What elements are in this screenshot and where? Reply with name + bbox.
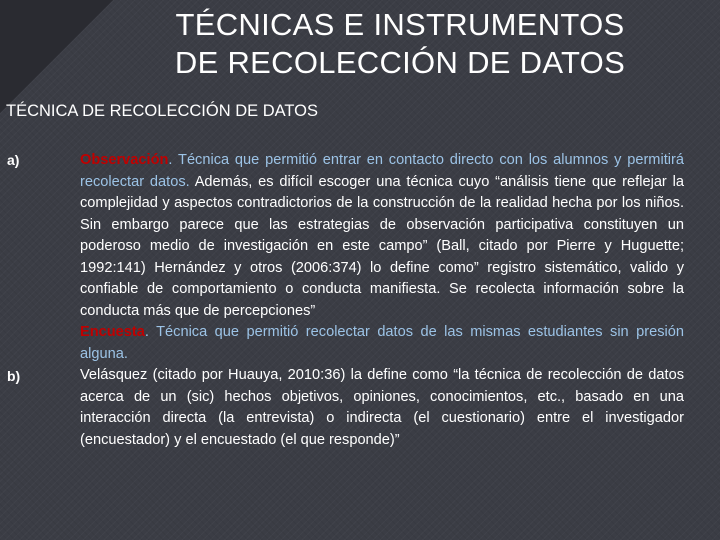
term-encuesta-suffix: . — [144, 324, 157, 340]
term-encuesta: Encuesta — [80, 324, 145, 340]
item-observacion — [80, 150, 684, 322]
term-observacion-suffix: . — [168, 152, 179, 168]
observacion-text: Además, es difícil escoger una técnica cuyo “análisis tiene que reflejar la complejidad y aspectos contradictorios de la construcción de la realidad hecha por los niños. Sin embargo parece que las estrategias de observación participativa constituyen un poderoso medio de investigación en este campo” (Ball, citado por Pierre y Huguette; 1992:141) Hernández y otros (2006:374) lo define como” registro sistemático, valido y confiable de comportamiento o conducta manifiesta. Se recolecta información sobre la conducta más que de percepciones” — [80, 173, 684, 319]
encuesta-lead: Técnica que permitió recolectar datos de las mismas estudiantes sin presión alguna. — [80, 324, 684, 362]
slide-subtitle: TÉCNICA DE RECOLECCIÓN DE DATOS — [6, 102, 319, 120]
encuesta-text: Velásquez (citado por Huauya, 2010:36) la define como “la técnica de recolección de datos acerca de un (sic) hechos objetivos, opiniones, conocimientos, etc., basado en una interacción directa (la entrevista) o indirecta (el cuestionario) entre el investigador (encuestador) y el encuestado (el que responde)” — [80, 367, 684, 448]
item-marker-a: a) — [7, 152, 20, 168]
item-encuesta — [80, 322, 684, 365]
slide-title-line-1: TÉCNICAS E INSTRUMENTOS — [175, 7, 625, 42]
body-text — [80, 150, 684, 451]
term-observacion: Observación — [80, 152, 169, 168]
item-marker-b: b) — [7, 368, 21, 384]
slide-title — [100, 6, 700, 82]
slide-title-line-2: DE RECOLECCIÓN DE DATOS — [174, 45, 626, 80]
observacion-lead: Técnica que permitió entrar en contacto directo con los alumnos y permitirá recolectar datos. — [80, 152, 684, 190]
